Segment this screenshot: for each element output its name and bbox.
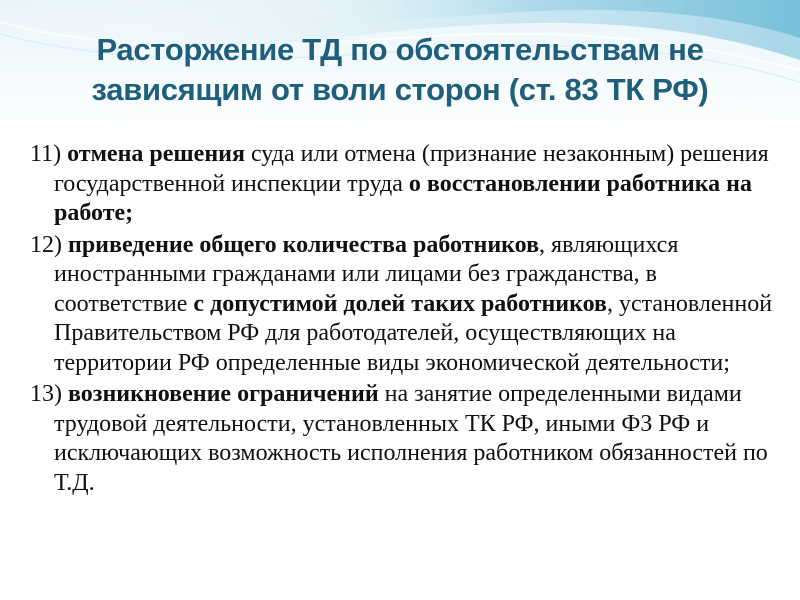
item-bold-text: приведение общего количества работников (68, 231, 540, 258)
list-item-12 (30, 231, 775, 379)
item-number: 11) (30, 141, 62, 167)
item-number: 12) (30, 231, 62, 258)
title-line-2: зависящим от воли сторон (ст. 83 ТК РФ) (91, 72, 709, 107)
content-list (30, 140, 775, 500)
item-text: , установленной Правительством РФ для работодателей, осуществляющих на территории РФ определенные виды экономической деятельности; (54, 290, 773, 376)
list-item-13 (30, 380, 775, 498)
title-line-1: Расторжение ТД по обстоятельствам не (96, 32, 704, 67)
item-text: на занятие определенными видами трудовой деятельности, установленных ТК РФ, иными ФЗ РФ и исключающих возможность исполнения работником обязанностей по Т.Д. (54, 381, 768, 496)
list-item-11 (30, 140, 775, 229)
item-number: 13) (30, 381, 62, 407)
item-bold-text: о восстановлении работника на работе; (54, 170, 753, 226)
item-bold-text: возникновение ограничений (68, 381, 379, 407)
item-text: суда или отмена (признание незаконным) решения государственной инспекции труда (54, 141, 769, 197)
item-bold-text: отмена решения (67, 141, 245, 167)
item-text: , являющихся иностранными гражданами или лицами без гражданства, в соответствие (54, 231, 679, 317)
item-bold-text: с допустимой долей таких работников (193, 290, 607, 317)
slide-title (40, 30, 760, 110)
